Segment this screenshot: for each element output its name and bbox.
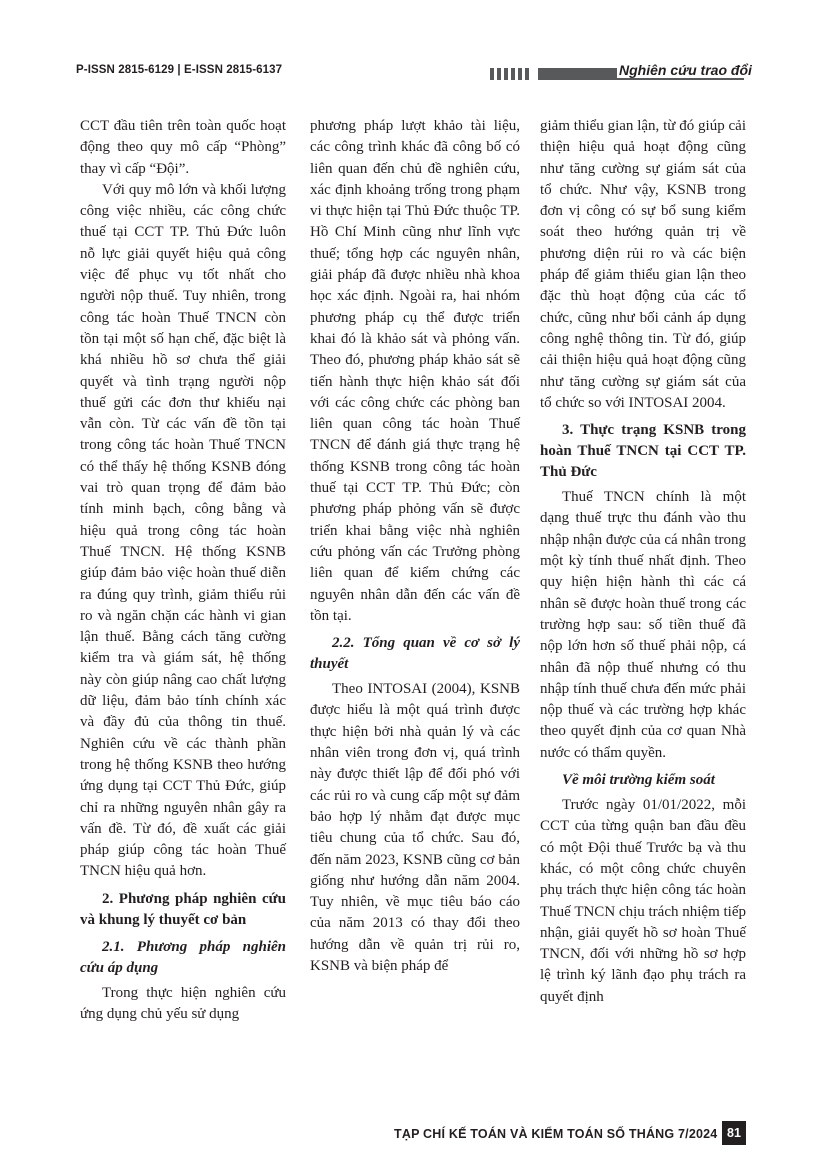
column-2	[310, 116, 520, 977]
paragraph: giảm thiểu gian lận, từ đó giúp cải thiện hiệu quả hoạt động cũng như tăng cường sự giám sát của tổ chức. Như vậy, KSNB trong đơn vị công có sự bổ sung kiểm soát theo hướng quản trị về phương diện rủi ro và các biện pháp để giảm thiểu gian lận theo đặc thù hoạt động của các tổ chức, cũng như bối cảnh áp dụng công nghệ thông tin. Từ đó, giúp cải thiện hiệu quả hoạt động cũng như tăng cường sự giám sát của tổ chức so với INTOSAI 2004.	[540, 118, 746, 411]
column-1	[80, 116, 286, 1025]
section-heading: 2. Phương pháp nghiên cứu và khung lý thuyết cơ bản	[80, 890, 286, 928]
journal-footer: TẠP CHÍ KẾ TOÁN VÀ KIỂM TOÁN SỐ THÁNG 7/2024	[394, 1127, 718, 1141]
column-3	[540, 116, 746, 1008]
subsection-heading: 2.1. Phương pháp nghiên cứu áp dụng	[80, 938, 286, 976]
paragraph: Với quy mô lớn và khối lượng công việc nhiều, các công chức thuế tại CCT TP. Thủ Đức luôn nỗ lực giải quyết hiệu quả công việc để phục vụ tốt nhất cho người nộp thuế. Tuy nhiên, trong công tác hoàn Thuế TNCN còn tồn tại một số hạn chế, đặc biệt là khá nhiều hồ sơ chưa thể giải quyết và tình trạng người nộp thuế gửi các đơn thư khiếu nại vẫn còn. Từ các vấn đề tồn tại trong công tác hoàn Thuế TNCN có thể thấy hệ thống KSNB đóng vai trò quan trọng để đảm bảo tính minh bạch, công bằng và hiệu quả trong công tác hoàn Thuế TNCN. Hệ thống KSNB giúp đảm bảo việc hoàn thuế diễn ra đúng quy trình, giảm thiểu rủi ro và ngăn chặn các hành vi gian lận thuế. Bằng cách tăng cường kiểm tra và giám sát, hệ thống này còn giúp nâng cao chất lượng dữ liệu, đảm bảo tính chính xác và đầy đủ của thông tin thuế. Nghiên cứu về các thành phần trong hệ thống KSNB theo hướng ứng dụng tại CCT Thủ Đức, giúp chỉ ra những nguyên nhân gây ra vấn đề. Từ đó, đề xuất các giải pháp giúp công tác hoàn Thuế TNCN hiệu quả hơn.	[80, 181, 286, 880]
paragraph: phương pháp lượt khảo tài liệu, các công trình khác đã công bố có liên quan đến chủ đề nghiên cứu, xác định khoảng trống trong phạm vi thực hiện tại Thủ Đức thuộc TP. Hồ Chí Minh cũng như lĩnh vực thuế; tổng hợp các nguyên nhân, giải pháp đã được nhiều nhà khoa học xác định. Ngoài ra, hai nhóm phương pháp cụ thể được triển khai đó là khảo sát và phỏng vấn. Theo đó, phương pháp khảo sát sẽ tiến hành thực hiện khảo sát đối với các công chức các phòng ban liên quan công tác hoàn Thuế TNCN để đánh giá thực trạng hệ thống KSNB trong công tác hoàn thuế tại CCT TP. Thủ Đức; còn phương pháp phỏng vấn sẽ được triển khai bằng việc nhà nghiên cứu phỏng vấn các Trưởng phòng liên quan để kiểm chứng các nguyên nhân dẫn đến các vấn đề tồn tại.	[310, 118, 520, 624]
paragraph: CCT đầu tiên trên toàn quốc hoạt động theo quy mô cấp “Phòng” thay vì cấp “Đội”.	[80, 118, 286, 177]
paragraph: Trong thực hiện nghiên cứu ứng dụng chủ yếu sử dụng	[80, 984, 286, 1022]
issn-label: P-ISSN 2815-6129 | E-ISSN 2815-6137	[76, 64, 283, 76]
header-stripes	[490, 68, 534, 80]
paragraph: Trước ngày 01/01/2022, mỗi CCT của từng quận ban đầu đều có một Đội thuế Trước bạ và thu khác, có một công chức chuyên phụ trách thực hiện công tác hoàn Thuế TNCN chịu trách nhiệm tiếp nhận, giải quyết hồ sơ hoàn Thuế TNCN, đối với những hồ sơ hợp lệ trình ký lãnh đạo phụ trách ra quyết định	[540, 797, 746, 1005]
paragraph: Thuế TNCN chính là một dạng thuế trực thu đánh vào thu nhập nhận được của cá nhân trong một kỳ tính thuế nhất định. Theo quy hiện hiện hành thì các cá nhân sẽ được hoàn thuế trong các trường hợp sau: số tiền thuế đã nộp lớn hơn số thuế phải nộp, cá nhân đã nộp thuế nhưng có thu nhập tính thuế chưa đến mức phải nộp thuế và các trường hợp khác theo quyết định của cơ quan Nhà nước có thẩm quyền.	[540, 489, 746, 761]
section-heading: 3. Thực trạng KSNB trong hoàn Thuế TNCN tại CCT TP. Thủ Đức	[540, 422, 746, 481]
subsection-heading: Về môi trường kiểm soát	[562, 772, 715, 789]
section-title: Nghiên cứu trao đổi	[619, 62, 752, 78]
page-number: 81	[722, 1121, 746, 1145]
paragraph: Theo INTOSAI (2004), KSNB được hiểu là một quá trình được thực hiện bởi nhà quản lý và các nhân viên trong đơn vị, quá trình này được thiết lập để đối phó với các rủi ro và cung cấp một sự đảm bảo hợp lý nhằm đạt được mục tiêu chung của tổ chức. Sau đó, đến năm 2023, KSNB cũng cơ bản giống như hướng dẫn năm 2004. Tuy nhiên, về mục tiêu báo cáo của năm 2013 có thay đổi theo hướng dẫn về quản trị rủi ro, KSNB và biện pháp để	[310, 681, 520, 974]
subsection-heading: 2.2. Tổng quan về cơ sở lý thuyết	[310, 635, 520, 673]
